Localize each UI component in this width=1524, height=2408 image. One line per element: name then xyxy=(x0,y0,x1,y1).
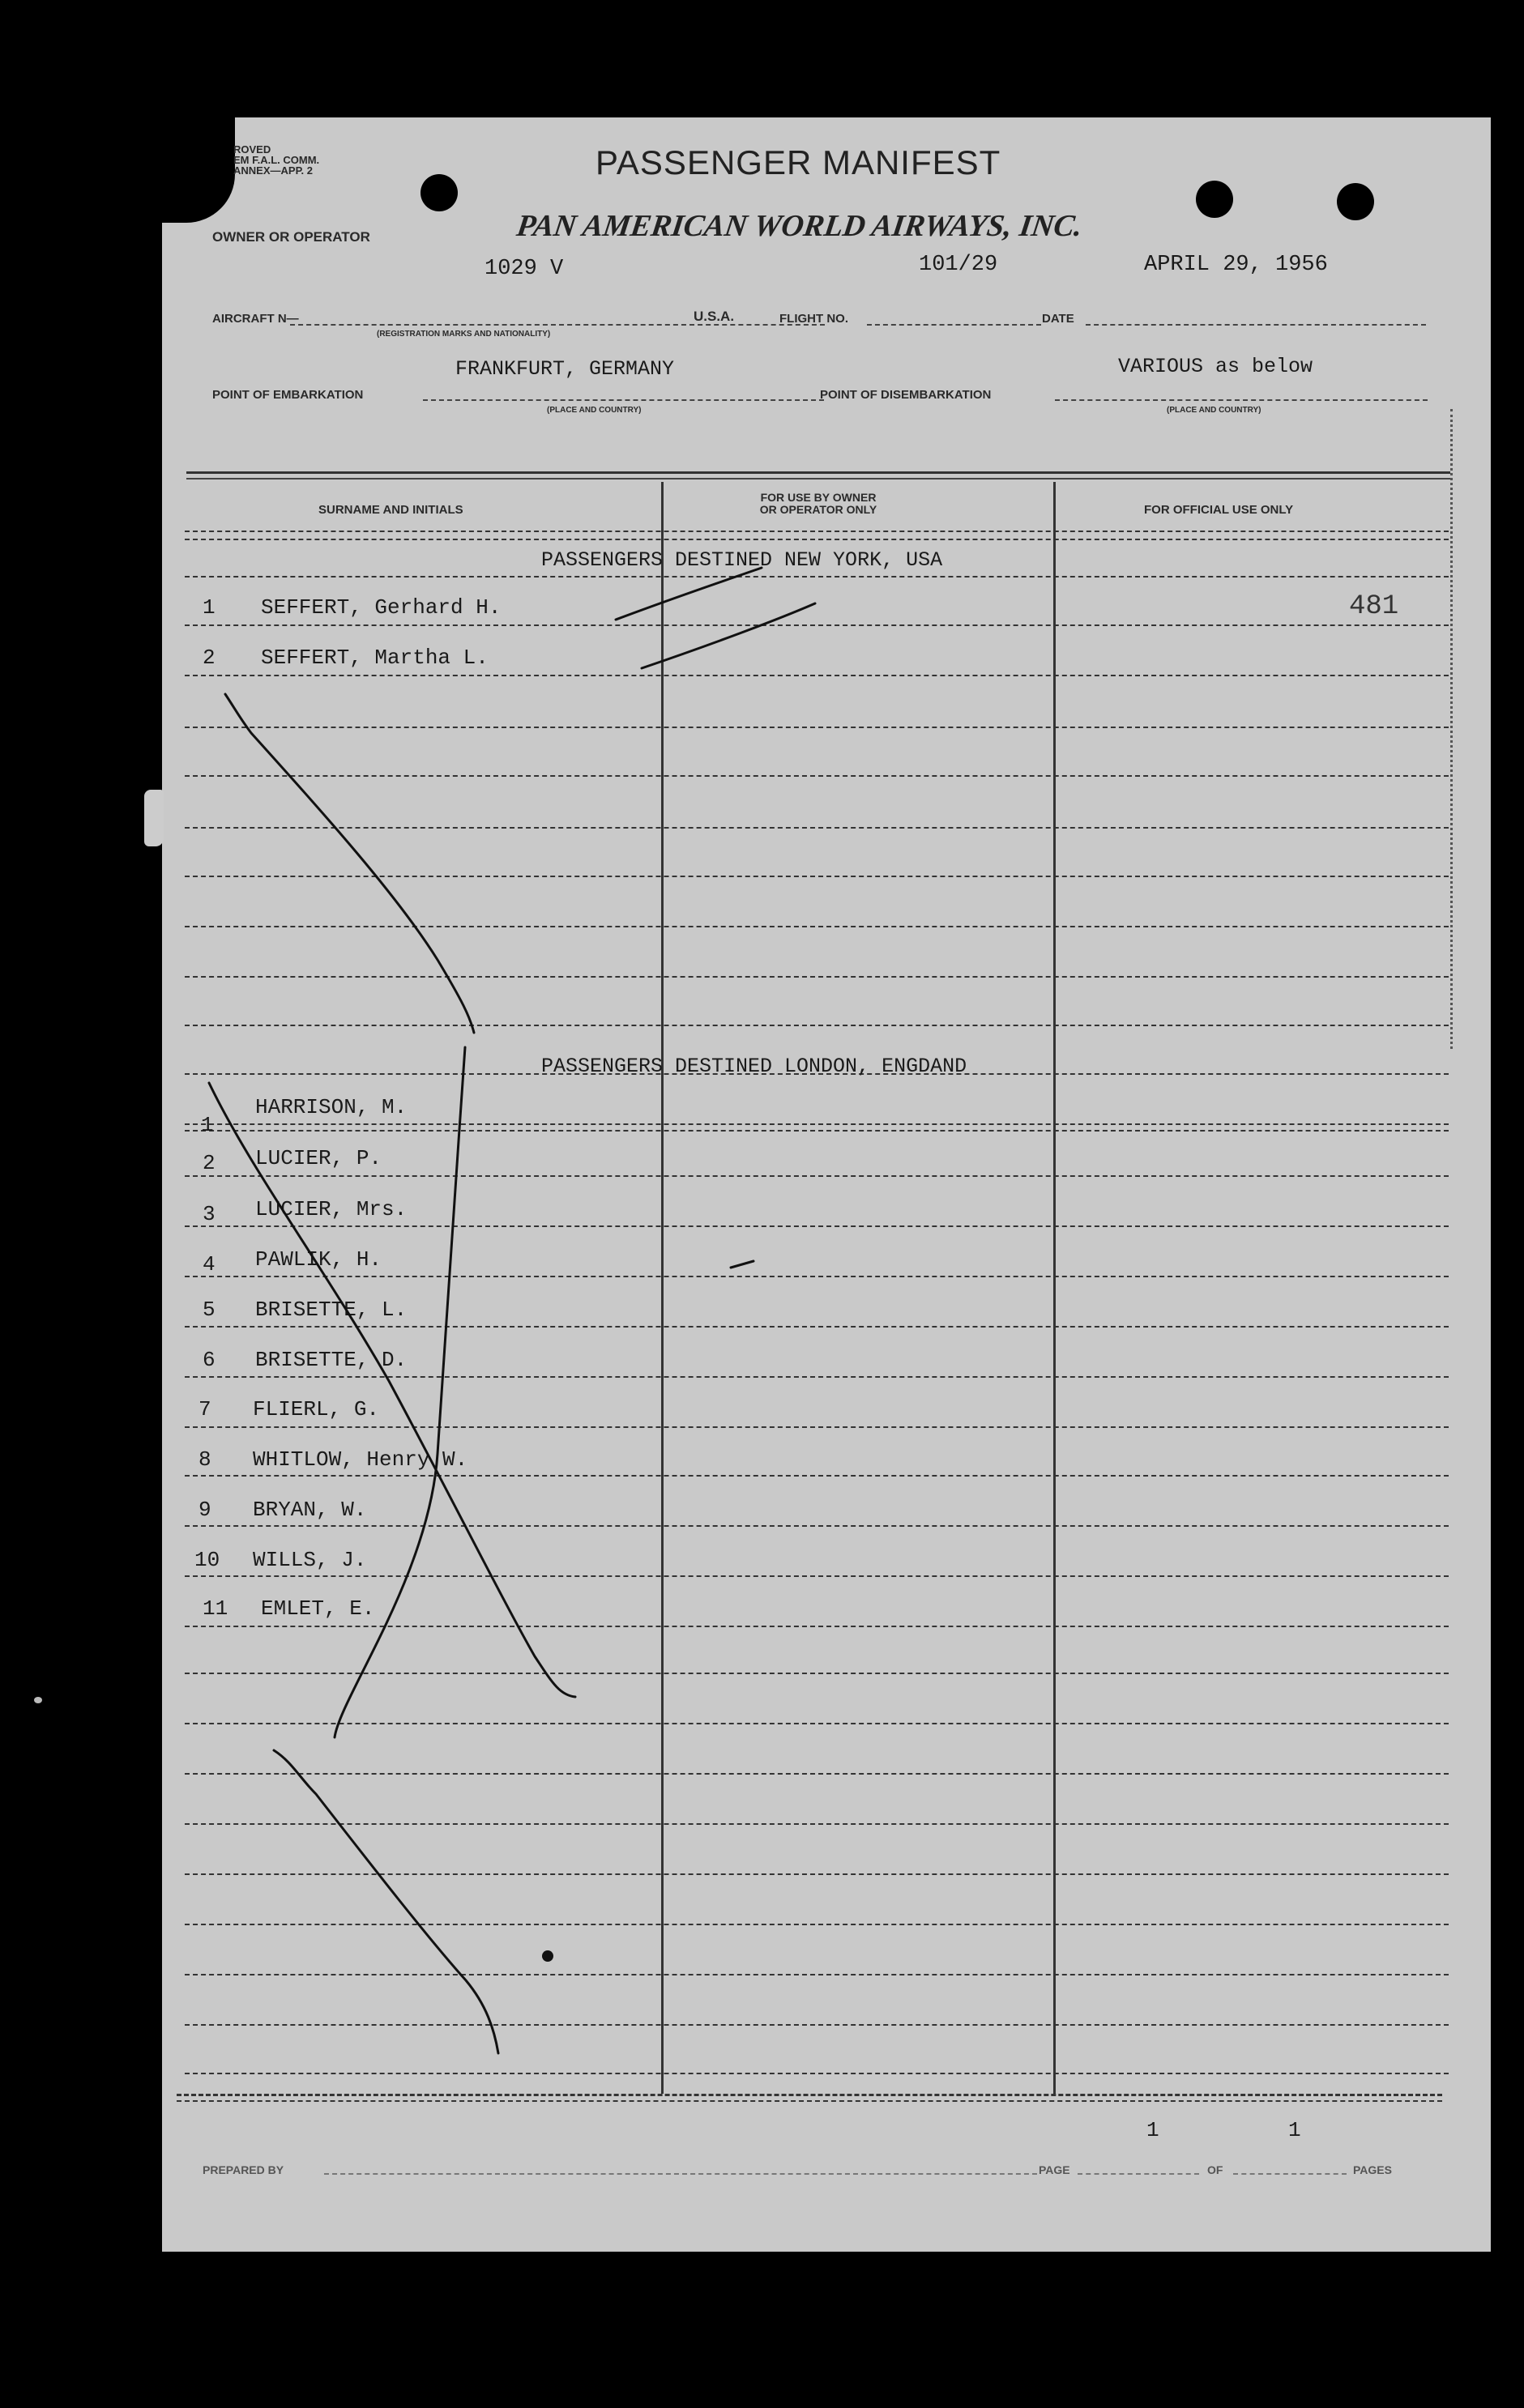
strike-stroke xyxy=(209,1083,575,1697)
passenger-name: SEFFERT, Martha L. xyxy=(261,646,489,670)
col-owner-line-1: FOR USE BY OWNER xyxy=(760,491,877,504)
disembark-note: (PLACE AND COUNTRY) xyxy=(1167,406,1261,415)
passenger-name: BRYAN, W. xyxy=(253,1498,367,1522)
passenger-number: 1 xyxy=(201,1113,214,1137)
passenger-name: WHITLOW, Henry W. xyxy=(253,1447,468,1472)
disembark-label: POINT OF DISEMBARKATION xyxy=(820,388,992,402)
embark-note: (PLACE AND COUNTRY) xyxy=(547,406,642,415)
passenger-number: 3 xyxy=(203,1202,216,1226)
passenger-name: FLIERL, G. xyxy=(253,1397,380,1421)
embark-value: FRANKFURT, GERMANY xyxy=(455,357,675,381)
official-mark: 481 xyxy=(1349,591,1399,622)
passenger-number: 9 xyxy=(199,1498,211,1522)
ink-blot xyxy=(542,1950,553,1962)
form-title: PASSENGER MANIFEST xyxy=(596,143,1001,181)
date-value: APRIL 29, 1956 xyxy=(1144,253,1328,277)
strike-stroke xyxy=(335,1047,465,1737)
passenger-number: 2 xyxy=(203,646,216,670)
page-label: PAGE xyxy=(1039,2163,1070,2176)
page-value: 1 xyxy=(1146,2118,1159,2142)
pen-strokes xyxy=(162,117,1491,2252)
passenger-name: PAWLIK, H. xyxy=(255,1247,382,1272)
passenger-name: BRISETTE, D. xyxy=(255,1348,408,1372)
of-label: OF xyxy=(1207,2163,1223,2176)
approval-line-2: EM F.A.L. COMM. xyxy=(233,154,320,166)
date-label: DATE xyxy=(1042,312,1074,326)
edge-perforation xyxy=(1450,409,1453,1049)
pages-value: 1 xyxy=(1288,2118,1301,2142)
aircraft-label: AIRCRAFT N— xyxy=(212,312,299,326)
airline-name: PAN AMERICAN WORLD AIRWAYS, INC. xyxy=(514,209,1085,243)
col-official-header: FOR OFFICIAL USE ONLY xyxy=(1144,503,1294,517)
passenger-name: HARRISON, M. xyxy=(255,1095,408,1119)
approval-line-1: ROVED xyxy=(233,143,271,156)
passenger-number: 6 xyxy=(203,1348,216,1372)
passenger-name: WILLS, J. xyxy=(253,1548,367,1572)
passenger-number: 2 xyxy=(203,1151,216,1175)
group-heading-london: PASSENGERS DESTINED LONDON, ENGDAND xyxy=(541,1055,967,1078)
passenger-name: SEFFERT, Gerhard H. xyxy=(261,595,502,620)
approval-line-3: ANNEX—APP. 2 xyxy=(233,164,314,177)
flight-value: 101/29 xyxy=(919,253,998,277)
strike-stroke xyxy=(274,1750,498,2053)
passenger-number: 8 xyxy=(199,1447,211,1472)
owner-label: OWNER OR OPERATOR xyxy=(212,229,370,245)
pages-label: PAGES xyxy=(1353,2163,1392,2176)
strike-stroke xyxy=(642,603,815,668)
passenger-number: 7 xyxy=(199,1397,211,1421)
passenger-name: BRISETTE, L. xyxy=(255,1298,408,1322)
passenger-number: 10 xyxy=(194,1548,220,1572)
passenger-number: 1 xyxy=(203,595,216,620)
registration-note: (REGISTRATION MARKS AND NATIONALITY) xyxy=(377,330,551,339)
passenger-number: 5 xyxy=(203,1298,216,1322)
strike-stroke xyxy=(225,694,474,1033)
strike-stroke xyxy=(731,1261,753,1268)
passenger-number: 4 xyxy=(203,1252,216,1276)
col-owner-line-2: OR OPERATOR ONLY xyxy=(759,503,877,516)
group-heading-new-york: PASSENGERS DESTINED NEW YORK, USA xyxy=(541,548,943,572)
strike-stroke xyxy=(616,568,762,620)
embark-label: POINT OF EMBARKATION xyxy=(212,388,364,402)
prepared-label: PREPARED BY xyxy=(203,2163,284,2176)
passenger-name: LUCIER, P. xyxy=(255,1146,382,1170)
speck xyxy=(34,1697,42,1703)
paper-tear-fragment xyxy=(144,790,164,846)
manifest-sheet xyxy=(162,117,1491,2252)
passenger-number: 11 xyxy=(203,1596,228,1621)
passenger-name: EMLET, E. xyxy=(261,1596,375,1621)
passenger-name: LUCIER, Mrs. xyxy=(255,1197,408,1221)
disembark-value: VARIOUS as below xyxy=(1118,355,1313,378)
usa-label: U.S.A. xyxy=(694,309,735,324)
col-surname-header: SURNAME AND INITIALS xyxy=(318,503,463,517)
aircraft-value: 1029 V xyxy=(485,257,564,281)
flight-label: FLIGHT NO. xyxy=(779,312,848,326)
